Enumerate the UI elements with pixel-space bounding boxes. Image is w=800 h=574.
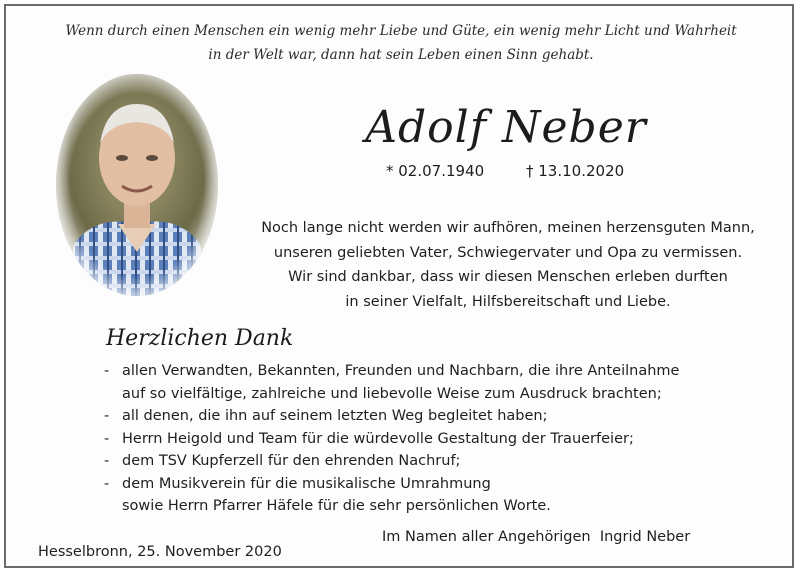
list-dash: -	[104, 408, 110, 424]
deceased-name: Adolf Neber	[365, 102, 647, 153]
list-dash: -	[104, 363, 110, 379]
death-date: † 13.10.2020	[526, 162, 625, 180]
thanks-item-line: dem TSV Kupferzell für den ehrenden Nachruf;	[122, 453, 461, 469]
quote-line-2: in der Welt war, dann hat sein Leben einen Sinn gehabt.	[208, 47, 594, 63]
message-line: unseren geliebten Vater, Schwiegervater und Opa zu vermissen.	[273, 244, 743, 261]
thanks-item-line: Herrn Heigold und Team für die würdevolle Gestaltung der Trauerfeier;	[122, 430, 634, 447]
message-line: Wir sind dankbar, dass wir diesen Menschen erleben durften	[288, 269, 728, 285]
thanks-item	[104, 405, 784, 428]
list-dash: -	[104, 453, 110, 469]
thanks-item-line: sowie Herrn Pfarrer Häfele für die sehr persönlichen Worte.	[122, 498, 551, 514]
thanks-title: Herzlichen Dank	[106, 326, 294, 351]
list-dash: -	[104, 475, 110, 492]
quote-line-1: Wenn durch einen Menschen ein wenig mehr Liebe und Güte, ein wenig mehr Licht und Wahrheit	[65, 23, 737, 39]
list-dash: -	[104, 430, 110, 447]
thanks-item-line: allen Verwandten, Bekannten, Freunden und Nachbarn, die ihre Anteilnahme	[122, 363, 680, 379]
message-line: Noch lange nicht werden wir aufhören, meinen herzensguten Mann,	[261, 220, 755, 236]
portrait-photo	[56, 74, 218, 296]
birth-date: * 02.07.1940	[386, 162, 485, 180]
place-date: Hesselbronn, 25. November 2020	[38, 544, 282, 560]
thanks-list	[104, 360, 784, 518]
memorial-message	[238, 216, 778, 314]
signature: Im Namen aller Angehörigen Ingrid Neber	[382, 529, 691, 545]
obituary-frame	[4, 4, 794, 568]
thanks-item	[104, 428, 784, 451]
thanks-item-line: all denen, die ihn auf seinem letzten Weg begleitet haben;	[122, 408, 548, 424]
thanks-item-line: dem Musikverein für die musikalische Umrahmung	[122, 475, 491, 492]
thanks-item	[104, 450, 784, 473]
thanks-item	[104, 360, 784, 405]
message-line: in seiner Vielfalt, Hilfsbereitschaft und Liebe.	[345, 293, 671, 310]
thanks-item-line: auf so vielfältige, zahlreiche und liebevolle Weise zum Ausdruck brachten;	[122, 385, 662, 402]
portrait-illustration	[56, 74, 218, 296]
thanks-item	[104, 473, 784, 518]
